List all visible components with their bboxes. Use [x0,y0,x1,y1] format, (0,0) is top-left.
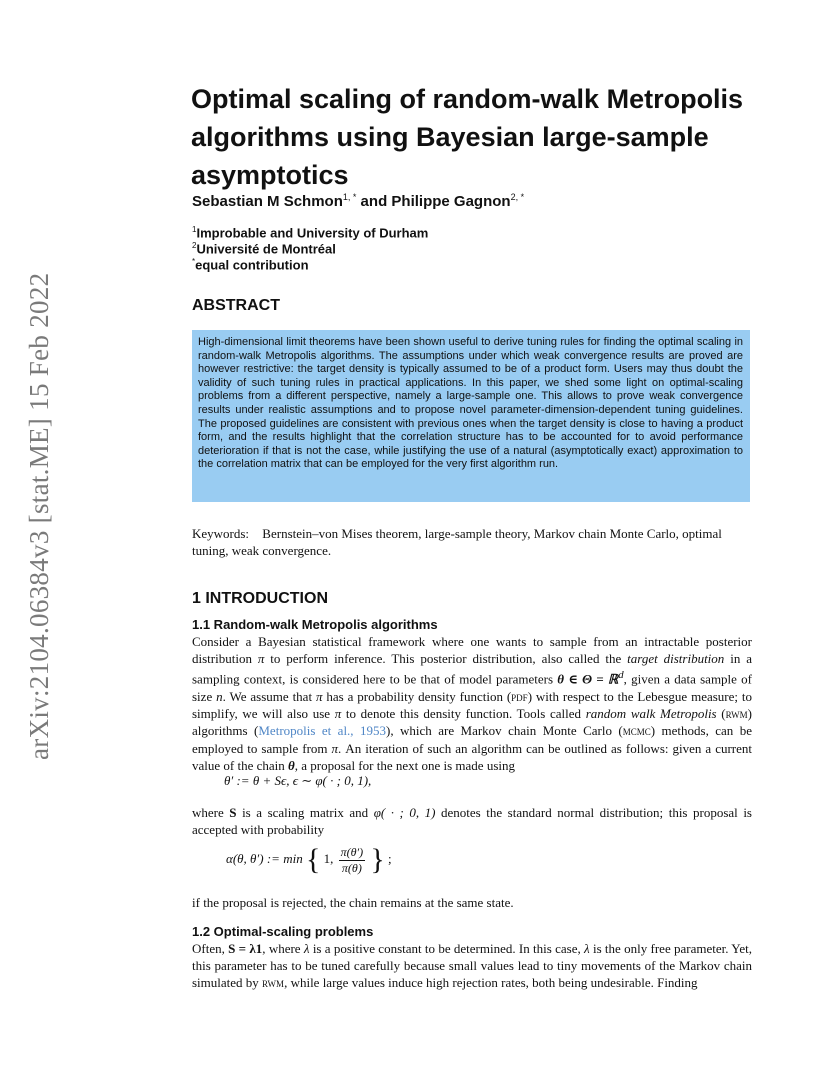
author-name: Sebastian M Schmon [192,193,343,210]
affiliation [192,225,428,240]
abstract-text: High-dimensional limit theorems have been shown useful to derive tuning rules for finding the optimal scaling in random-walk Metropolis algorithms. The assumptions under which weak convergence results are proved are however restrictive: the target density is typically assumed to be of a product form. Users may thus doubt the validity of such tuning rules in practical applications. In this paper, we shed some light on optimal-scaling problems from a different perspective, namely a large-sample one. This allows to prove weak convergence results under realistic assumptions and to propose novel parameter-dimension-dependent tuning guidelines. The proposed guidelines are consistent with previous ones when the target density is close to having a product form, and the results highlight that the correlation structure has to be accounted for to avoid performance deterioration if that is not the case, while justifying the use of a natural (asymptotically exact) approximation to the correlation matrix that can be employed for the very first algorithm run. [198,336,743,471]
keywords [192,525,750,559]
fraction-numerator: π(θ′) [340,844,364,859]
affiliation-text: Improbable and University of Durham [196,225,429,241]
fraction-denominator: π(θ) [341,860,362,875]
keywords-label: Keywords: [192,526,250,541]
acceptance-fraction [339,845,366,876]
author-joiner: and [356,193,392,210]
affiliation-mark: 1 [192,225,197,234]
affiliation-text: Université de Montréal [196,241,336,257]
author-name: Philippe Gagnon [391,193,511,210]
affiliation-mark: 2 [192,241,197,250]
section-heading-introduction: 1 INTRODUCTION [192,590,328,607]
affiliation-mark: * [192,257,196,266]
citation-link-metropolis[interactable]: Metropolis et al., 1953 [258,723,386,739]
acceptance-one: 1, [323,850,334,866]
author-line [192,192,524,210]
affiliation [192,241,336,256]
affiliation-text: equal contribution [195,257,309,273]
intro-paragraph: Consider a Bayesian statistical framework where one wants to sample from an intractable posterior distribution π to perform inference. This posterior distribution, also called the target distribution in a sampling context, is considered here to be that of model parameters θ ∈ Θ = ℝ$^d$, given a data sample of size n. We assume that π has a probability density function (pdf) with respect to the Lebesgue measure; to simplify, we will also use π to denote this density function. Tools called random walk Metropolis (rwm) algorithms (Metropolis et al., 1953), which are Markov chain Monte Carlo (mcmc) methods, can be employed to sample from π. An iteration of such an algorithm can be outlined as follows: given a current value of the chain θ, a proposal for the next one is made using [192,634,753,773]
subsection-heading-rwm: 1.1 Random-walk Metropolis algorithms [192,617,438,632]
author-marks: 1, * [342,192,357,202]
abstract-heading: ABSTRACT [192,297,280,314]
paper-title: Optimal scaling of random-walk Metropolis algorithms using Bayesian large-sample asymptotics [191,84,744,190]
keywords-text: Bernstein–von Mises theorem, large-sample theory, Markov chain Monte Carlo, optimal tuning, weak convergence. [192,526,722,558]
abstract-box [192,330,750,502]
subsection-heading-optimal-scaling: 1.2 Optimal-scaling problems [192,924,374,939]
proposal-paragraph: where S is a scaling matrix and φ( · ; 0, 1) denotes the standard normal distribution; this proposal is accepted with probability [192,805,752,838]
acceptance-end: ; [388,850,392,866]
left-brace: { [305,843,321,876]
right-brace: } [370,843,385,876]
arxiv-identifier: arXiv:2104.06384v3 [stat.ME] 15 Feb 2022 [24,272,54,760]
optimal-scaling-paragraph: Often, S = λ1, where λ is a positive constant to be determined. In this case, λ is the only free parameter. Yet, this parameter has to be tuned carefully because small values lead to tiny movements of the Markov chain simulated by rwm, while large values induce high rejection rates, both being undesirable. Finding [192,941,753,991]
equation-acceptance [226,843,392,877]
affiliation [192,257,309,272]
equation-proposal: θ′ := θ + Sϵ, ϵ ∼ φ( · ; 0, 1), [224,773,372,788]
acceptance-lhs: α(θ, θ′) := min [226,850,303,866]
rejection-paragraph: if the proposal is rejected, the chain remains at the same state. [192,895,514,910]
author-marks: 2, * [510,192,525,202]
